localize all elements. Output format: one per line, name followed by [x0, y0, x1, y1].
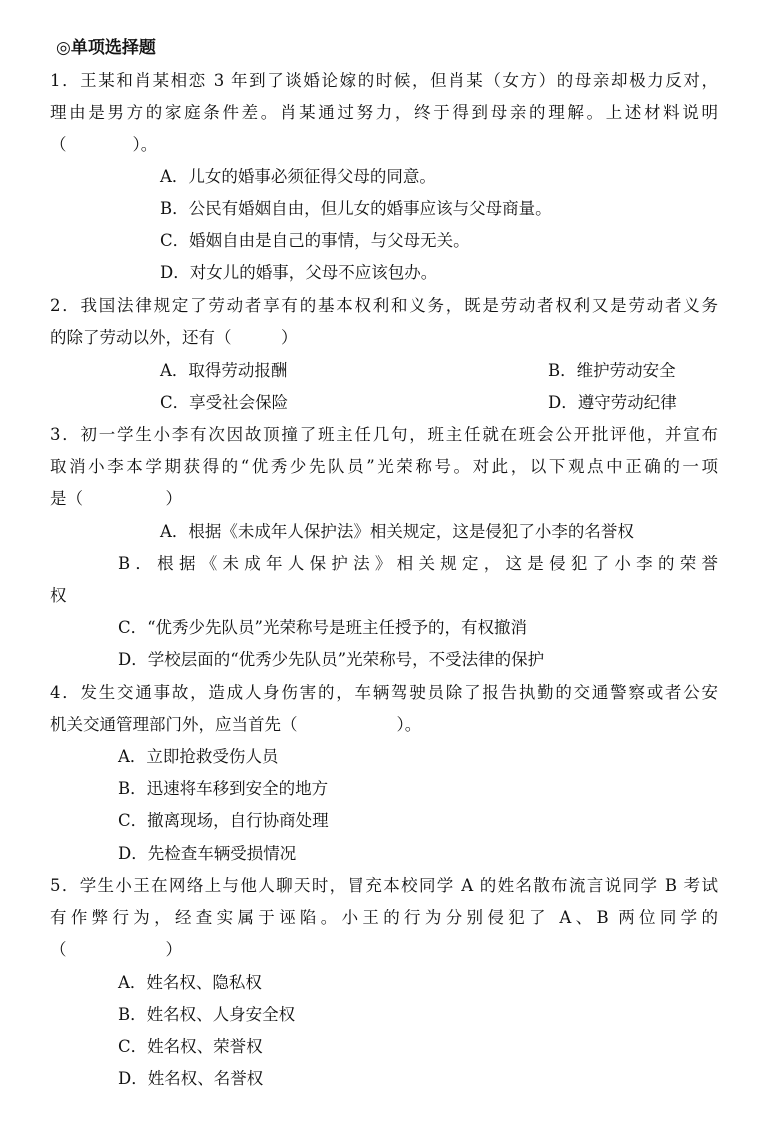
q2-option-c: C．享受社会保险 [160, 393, 289, 412]
q3-option-d: D．学校层面的“优秀少先队员”光荣称号，不受法律的保护 [118, 650, 545, 669]
q5-stem-line-2: 有作弊行为，经查实属于诬陷。小王的行为分别侵犯了 A、B 两位同学的 [50, 908, 718, 927]
q3-stem-line-1: 3．初一学生小李有次因故顶撞了班主任几句，班主任就在班会公开批评他，并宣布 [50, 425, 718, 444]
q4-option-d: D．先检查车辆受损情况 [118, 844, 297, 863]
q3-option-b-continued: 权 [50, 586, 67, 605]
q4-option-a: A．立即抢救受伤人员 [118, 747, 279, 766]
q2-stem-line-1: 2．我国法律规定了劳动者享有的基本权利和义务，既是劳动者权利又是劳动者义务 [50, 296, 718, 315]
q1-stem-line-2: 理由是男方的家庭条件差。肖某通过努力，终于得到母亲的理解。上述材料说明 [50, 103, 718, 122]
section-title: ◎单项选择题 [56, 38, 156, 58]
q2-option-b: B．维护劳动安全 [548, 361, 676, 380]
q5-option-a: A．姓名权、隐私权 [118, 973, 262, 992]
q3-option-b: B．根据《未成年人保护法》相关规定，这是侵犯了小李的荣誉 [118, 554, 718, 573]
q5-option-b: B．姓名权、人身安全权 [118, 1005, 296, 1024]
q1-option-c: C．婚姻自由是自己的事情，与父母无关。 [160, 231, 470, 250]
q3-stem-line-3: 是（ ） [50, 489, 182, 508]
q4-stem-line-1: 4．发生交通事故，造成人身伤害的，车辆驾驶员除了报告执勤的交通警察或者公安 [50, 683, 718, 702]
q5-stem-line-1: 5．学生小王在网络上与他人聊天时，冒充本校同学 A 的姓名散布流言说同学 B 考试 [50, 876, 718, 895]
q1-stem-line-3: （ ）。 [50, 135, 158, 154]
q3-stem-line-2: 取消小李本学期获得的“优秀少先队员”光荣称号。对此，以下观点中正确的一项 [50, 457, 718, 476]
q4-stem-line-2: 机关交通管理部门外，应当首先（ ）。 [50, 715, 422, 734]
q2-option-d: D．遵守劳动纪律 [548, 393, 677, 412]
q1-option-a: A．儿女的婚事必须征得父母的同意。 [160, 167, 436, 186]
q2-option-a: A．取得劳动报酬 [160, 361, 288, 380]
q5-option-d: D．姓名权、名誉权 [118, 1069, 264, 1088]
q5-stem-line-3: （ ） [50, 940, 182, 959]
q4-option-c: C．撤离现场，自行协商处理 [118, 811, 329, 830]
q1-option-d: D．对女儿的婚事，父母不应该包办。 [160, 263, 438, 282]
q3-option-c: C．“优秀少先队员”光荣称号是班主任授予的，有权撤消 [118, 618, 527, 637]
q5-option-c: C．姓名权、荣誉权 [118, 1037, 263, 1056]
q1-option-b: B．公民有婚姻自由，但儿女的婚事应该与父母商量。 [160, 199, 552, 218]
q2-stem-line-2: 的除了劳动以外，还有（ ） [50, 328, 298, 347]
q3-option-a: A．根据《未成年人保护法》相关规定，这是侵犯了小李的名誉权 [160, 522, 634, 541]
q4-option-b: B．迅速将车移到安全的地方 [118, 779, 329, 798]
q1-stem-line-1: 1．王某和肖某相恋 3 年到了谈婚论嫁的时候，但肖某（女方）的母亲却极力反对， [50, 71, 718, 90]
